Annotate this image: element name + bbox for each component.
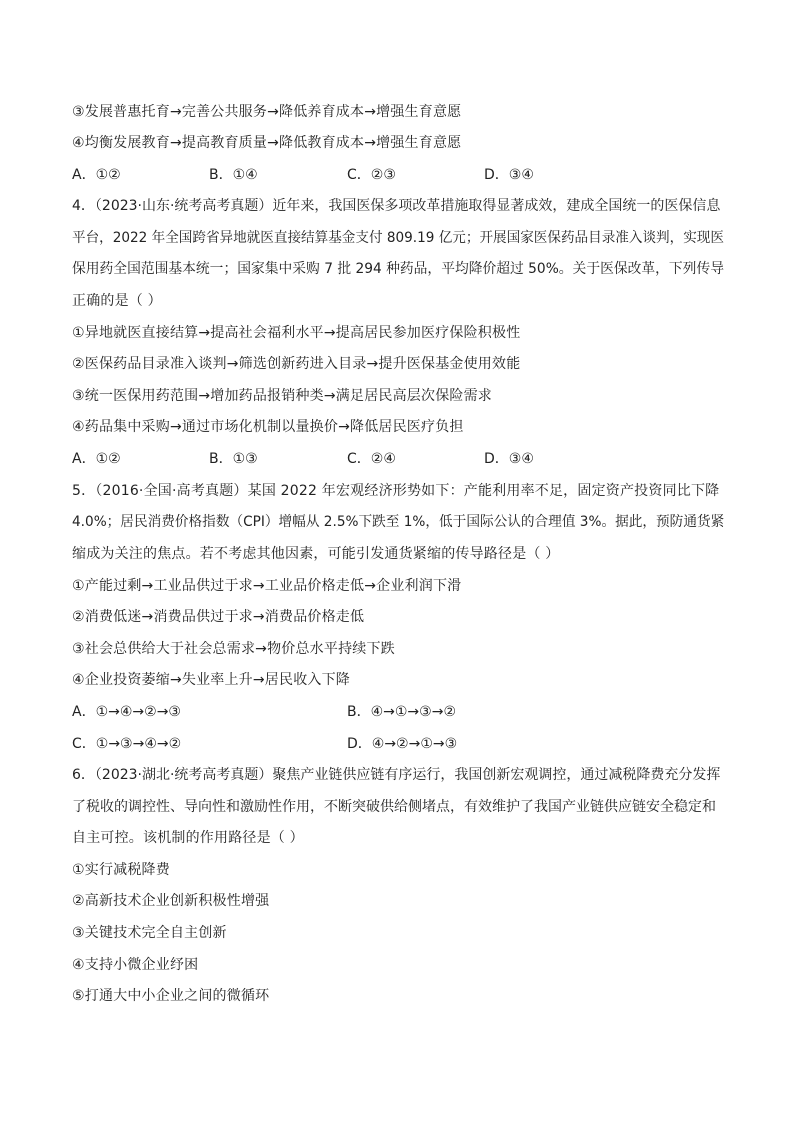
q3-item-4: ④均衡发展教育→提高教育质量→降低教育成本→增强生育意愿 [72, 135, 462, 151]
q5-option-b: B．④→①→③→② [347, 704, 456, 720]
q4-item-1: ①异地就医直接结算→提高社会福利水平→提高居民参加医疗保险积极性 [72, 325, 521, 341]
q6-stem-line: 自主可控。该机制的作用路径是（ ） [72, 830, 304, 846]
q6-item-2: ②高新技术企业创新积极性增强 [72, 893, 270, 909]
q6-item-5: ⑤打通大中小企业之间的微循环 [72, 988, 270, 1004]
q4-item-3: ③统一医保用药范围→增加药品报销种类→满足居民高层次保险需求 [72, 388, 493, 404]
q3-option-a: A．①② [72, 167, 121, 183]
q4-item-4: ④药品集中采购→通过市场化机制以量换价→降低居民医疗负担 [72, 419, 464, 435]
q4-stem-line: 4．（2023·山东·统考高考真题）近年来，我国医保多项改革措施取得显著成效，建成全国统一的医保信息 [72, 198, 721, 214]
q3-option-c: C．②③ [347, 167, 396, 183]
q5-item-2: ②消费低迷→消费品供过于求→消费品价格走低 [72, 609, 365, 625]
q4-option-c: C．②④ [347, 451, 396, 467]
q6-stem-line: 了税收的调控性、导向性和激励性作用，不断突破供给侧堵点，有效维护了我国产业链供应链安全稳定和 [72, 799, 716, 815]
q4-stem-line: 平台，2022 年全国跨省异地就医直接结算基金支付 809.19 亿元；开展国家医保药品目录准入谈判，实现医 [72, 230, 724, 246]
q4-option-d: D．③④ [484, 451, 534, 467]
q4-option-b: B．①③ [209, 451, 258, 467]
q3-option-b: B．①④ [209, 167, 258, 183]
q4-stem-line: 保用药全国范围基本统一；国家集中采购 7 批 294 种药品，平均降价超过 50%。关于医保改革，下列传导 [72, 261, 724, 277]
q4-option-a: A．①② [72, 451, 121, 467]
q5-stem-line: 5．（2016·全国·高考真题）某国 2022 年宏观经济形势如下：产能利用率不足，固定资产投资同比下降 [72, 483, 720, 499]
q3-option-d: D．③④ [484, 167, 534, 183]
q5-item-3: ③社会总供给大于社会总需求→物价总水平持续下跌 [72, 641, 395, 657]
q6-item-4: ④支持小微企业纾困 [72, 957, 199, 973]
q5-item-1: ①产能过剩→工业品供过于求→工业品价格走低→企业利润下滑 [72, 578, 462, 594]
q5-option-d: D．④→②→①→③ [347, 736, 458, 752]
q6-item-1: ①实行减税降费 [72, 862, 170, 878]
q4-item-2: ②医保药品目录准入谈判→筛选创新药进入目录→提升医保基金使用效能 [72, 356, 521, 372]
q5-item-4: ④企业投资萎缩→失业率上升→居民收入下降 [72, 672, 351, 688]
q3-item-3: ③发展普惠托育→完善公共服务→降低养育成本→增强生育意愿 [72, 104, 462, 120]
q5-stem-line: 缩成为关注的焦点。若不考虑其他因素，可能引发通货紧缩的传导路径是（ ） [72, 546, 560, 562]
q4-stem-line: 正确的是（ ） [72, 293, 162, 309]
q6-item-3: ③关键技术完全自主创新 [72, 925, 227, 941]
q5-option-c: C．①→③→④→② [72, 736, 182, 752]
q5-stem-line: 4.0%；居民消费价格指数（CPI）增幅从 2.5%下跌至 1%，低于国际公认的合理值 3%。据此，预防通货紧 [72, 514, 725, 530]
q6-stem-line: 6．（2023·湖北·统考高考真题）聚焦产业链供应链有序运行，我国创新宏观调控，通过减税降费充分发挥 [72, 767, 721, 783]
q5-option-a: A．①→④→②→③ [72, 704, 181, 720]
